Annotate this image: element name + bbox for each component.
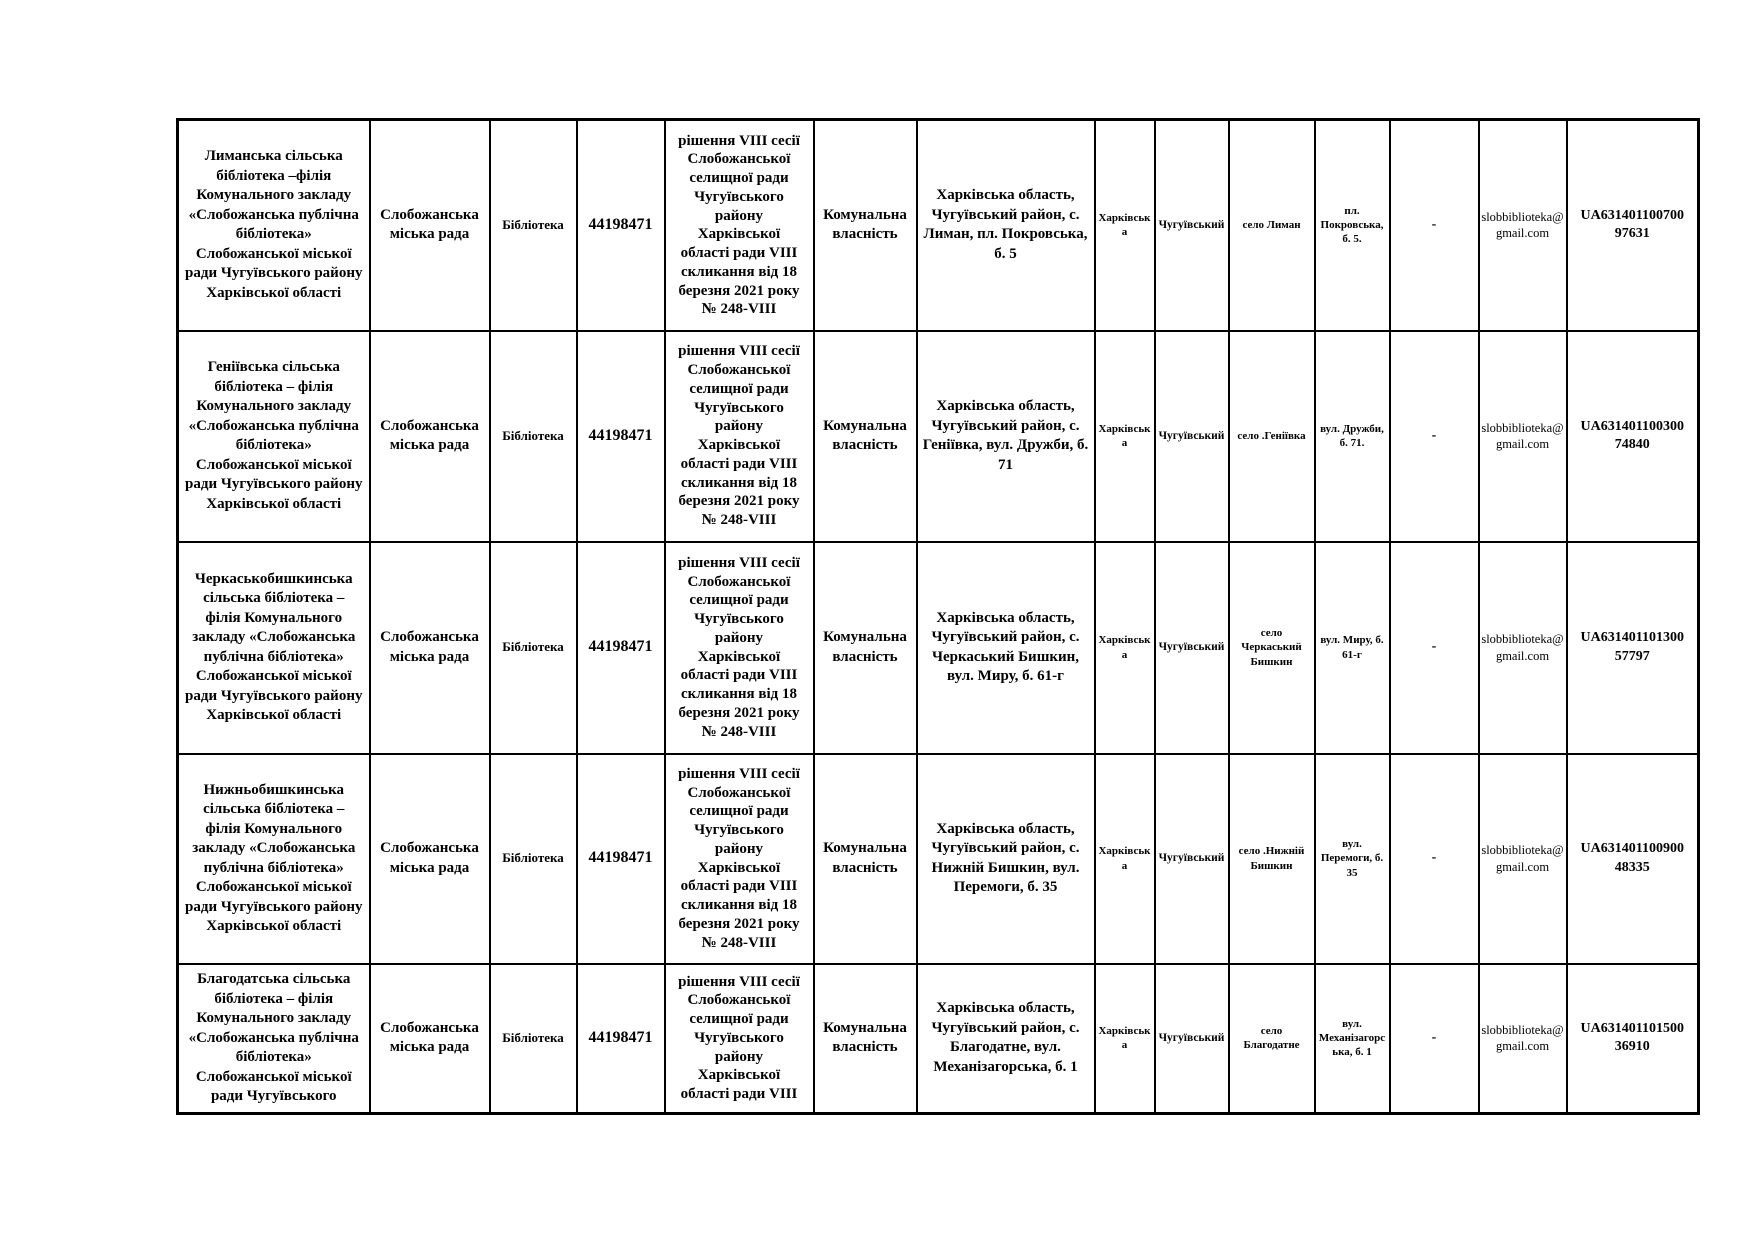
cell-email: slobbiblioteka@gmail.com	[1479, 754, 1567, 964]
cell-phone: -	[1390, 964, 1479, 1114]
cell-address: Харківська область, Чугуївський район, с. Благодатне, вул. Механізагорська, б. 1	[917, 964, 1095, 1114]
cell-email: slobbiblioteka@gmail.com	[1479, 964, 1567, 1114]
cell-founder: Слобожанська міська рада	[370, 331, 490, 542]
cell-phone: -	[1390, 120, 1479, 331]
table-row	[178, 542, 1699, 754]
cell-edrpou: 44198471	[577, 120, 665, 331]
cell-settlement: село .Нижній Бишкин	[1229, 754, 1315, 964]
cell-founding-decision: рішення VIII сесії Слобожанської селищної ради Чугуївського району Харківської області ради VIII скликання від 18 березня 2021 року № 248-VIII	[665, 754, 814, 964]
cell-facility-type: Бібліотека	[490, 754, 577, 964]
cell-settlement: село Лиман	[1229, 120, 1315, 331]
cell-founding-decision: рішення VIII сесії Слобожанської селищної ради Чугуївського району Харківської області ради VIII	[665, 964, 814, 1114]
cell-address: Харківська область, Чугуївський район, с. Геніївка, вул. Дружби, б. 71	[917, 331, 1095, 542]
cell-founding-decision: рішення VIII сесії Слобожанської селищної ради Чугуївського району Харківської області ради VIII скликання від 18 березня 2021 року № 248-VIII	[665, 542, 814, 754]
cell-address: Харківська область, Чугуївський район, с. Лиман, пл. Покровська, б. 5	[917, 120, 1095, 331]
cell-oblast: Харківська	[1095, 542, 1155, 754]
cell-founder: Слобожанська міська рада	[370, 754, 490, 964]
cell-founder: Слобожанська міська рада	[370, 964, 490, 1114]
cell-edrpou: 44198471	[577, 542, 665, 754]
table-row	[178, 964, 1699, 1114]
cell-oblast: Харківська	[1095, 754, 1155, 964]
cell-ownership: Комунальна власність	[814, 120, 917, 331]
cell-founder: Слобожанська міська рада	[370, 542, 490, 754]
cell-ownership: Комунальна власність	[814, 754, 917, 964]
cell-email: slobbiblioteka@gmail.com	[1479, 120, 1567, 331]
table-row	[178, 331, 1699, 542]
cell-ownership: Комунальна власність	[814, 964, 917, 1114]
cell-street-building: вул. Перемоги, б. 35	[1315, 754, 1390, 964]
cell-ownership: Комунальна власність	[814, 331, 917, 542]
cell-oblast: Харківська	[1095, 964, 1155, 1114]
cell-edrpou: 44198471	[577, 331, 665, 542]
cell-iban: UA631401100300 74840	[1567, 331, 1699, 542]
cell-email: slobbiblioteka@gmail.com	[1479, 542, 1567, 754]
cell-raion: Чугуївський	[1155, 331, 1229, 542]
cell-street-building: вул. Механізагорська, б. 1	[1315, 964, 1390, 1114]
cell-library-name: Нижньобишкинська сільська бібліотека – філія Комунального закладу «Слобожанська публічна бібліотека» Слобожанської міської ради Чугуївського району Харківської області	[178, 754, 370, 964]
cell-oblast: Харківська	[1095, 331, 1155, 542]
cell-iban: UA631401100900 48335	[1567, 754, 1699, 964]
cell-ownership: Комунальна власність	[814, 542, 917, 754]
cell-facility-type: Бібліотека	[490, 542, 577, 754]
cell-facility-type: Бібліотека	[490, 120, 577, 331]
cell-edrpou: 44198471	[577, 964, 665, 1114]
cell-street-building: вул. Дружби, б. 71.	[1315, 331, 1390, 542]
cell-phone: -	[1390, 331, 1479, 542]
cell-iban: UA631401101500 36910	[1567, 964, 1699, 1114]
cell-iban: UA631401100700 97631	[1567, 120, 1699, 331]
cell-facility-type: Бібліотека	[490, 964, 577, 1114]
cell-library-name: Черкаськобишкинська сільська бібліотека – філія Комунального закладу «Слобожанська публічна бібліотека» Слобожанської міської ради Чугуївського району Харківської області	[178, 542, 370, 754]
table-row	[178, 754, 1699, 964]
cell-iban: UA631401101300 57797	[1567, 542, 1699, 754]
cell-raion: Чугуївський	[1155, 120, 1229, 331]
cell-raion: Чугуївський	[1155, 542, 1229, 754]
cell-street-building: вул. Миру, б. 61-г	[1315, 542, 1390, 754]
cell-oblast: Харківська	[1095, 120, 1155, 331]
cell-founding-decision: рішення VIII сесії Слобожанської селищної ради Чугуївського району Харківської області ради VIII скликання від 18 березня 2021 року № 248-VIII	[665, 120, 814, 331]
cell-phone: -	[1390, 754, 1479, 964]
cell-phone: -	[1390, 542, 1479, 754]
cell-facility-type: Бібліотека	[490, 331, 577, 542]
cell-settlement: село Черкаський Бишкин	[1229, 542, 1315, 754]
cell-settlement: село .Геніївка	[1229, 331, 1315, 542]
cell-library-name: Геніївська сільська бібліотека – філія Комунального закладу «Слобожанська публічна бібліотека» Слобожанської міської ради Чугуївського району Харківської області	[178, 331, 370, 542]
cell-raion: Чугуївський	[1155, 964, 1229, 1114]
cell-founder: Слобожанська міська рада	[370, 120, 490, 331]
registry-table	[176, 118, 1700, 1115]
cell-street-building: пл. Покровська, б. 5.	[1315, 120, 1390, 331]
table-row	[178, 120, 1699, 331]
cell-edrpou: 44198471	[577, 754, 665, 964]
cell-email: slobbiblioteka@gmail.com	[1479, 331, 1567, 542]
cell-library-name: Благодатська сільська бібліотека – філія Комунального закладу «Слобожанська публічна бібліотека» Слобожанської міської ради Чугуївського	[178, 964, 370, 1114]
cell-address: Харківська область, Чугуївський район, с. Нижній Бишкин, вул. Перемоги, б. 35	[917, 754, 1095, 964]
cell-founding-decision: рішення VIII сесії Слобожанської селищної ради Чугуївського району Харківської області ради VIII скликання від 18 березня 2021 року № 248-VIII	[665, 331, 814, 542]
cell-settlement: село Благодатне	[1229, 964, 1315, 1114]
cell-library-name: Лиманська сільська бібліотека –філія Комунального закладу «Слобожанська публічна бібліотека» Слобожанської міської ради Чугуївського району Харківської області	[178, 120, 370, 331]
cell-address: Харківська область, Чугуївський район, с. Черкаський Бишкин, вул. Миру, б. 61-г	[917, 542, 1095, 754]
cell-raion: Чугуївський	[1155, 754, 1229, 964]
